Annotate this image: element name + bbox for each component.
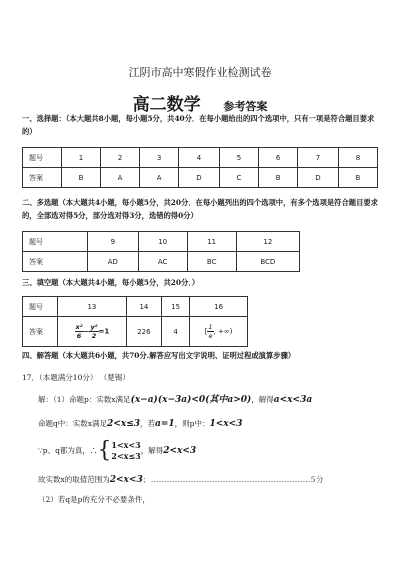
section2-heading [22,196,382,222]
row-label: 答案 [23,317,58,347]
section3-heading-text: 三、填空题（本大题共4小题，每小题5分，共20分．） [22,278,200,287]
numerator: x² [75,323,83,331]
math-expression: 1<x<3 [209,419,243,429]
fraction [75,323,84,340]
cell: AC [138,252,187,272]
text: ，若 [140,419,156,428]
section4-heading-text: 四、解答题（本大题共6小题，共70分.解答应写出文字说明、证明过程或演算步骤） [22,351,296,360]
numerator: 1 [208,323,213,331]
equals-one: =1 [98,327,110,336]
math-expression: a=1 [155,419,175,429]
inequality-system [111,440,140,462]
row-label: 答案 [23,168,62,188]
inequality: 1<x<3 [111,440,141,450]
math-expression: 2<x<3 [109,475,143,485]
answer-16-cell [190,317,248,347]
section3-heading [22,276,382,289]
section1-heading [22,112,382,138]
section2-table [22,231,300,272]
cell: A [140,168,179,188]
document-title: 江阴市高中寒假作业检测试卷 [128,66,272,79]
table-row [23,317,248,347]
cell: 7 [298,148,339,168]
cell: 8 [338,148,377,168]
cell: 13 [58,297,127,317]
cell: 1 [62,148,101,168]
section1-heading-text: 一、选择题：（本大题共8小题，每小题5分，共40分．在每小题给出的四个选项中，只有一项是符合题目要求的） [22,114,375,136]
table-row [23,232,300,252]
row-label: 答案 [23,252,88,272]
table-row [23,148,378,168]
cell: A [101,168,140,188]
q17-line2 [38,418,242,430]
minus-sign: − [83,327,90,336]
cell: 6 [259,148,298,168]
text: ，则p中： [174,419,210,428]
math-expression: 2<x<3 [163,446,197,456]
text: 解：（1）命题p：实数x满足 [38,395,131,404]
numerator: y² [90,323,98,331]
cell: D [298,168,339,188]
cell: BCD [236,252,299,272]
cell: 10 [138,232,187,252]
text: 故实数x的取值范围为 [38,475,110,484]
answer-label: 参考答案 [223,100,268,113]
q17-line3 [38,440,196,462]
math-expression: 2<x≤3 [107,419,141,429]
q17-line4 [38,474,324,486]
answer-13-cell [58,317,127,347]
cell: AD [88,252,139,272]
text: ∵p、q都为真，∴ [38,446,98,455]
section3-table [22,296,248,347]
cell: 4 [161,317,189,347]
cell: B [259,168,298,188]
table-row [23,168,378,188]
cell: 16 [190,297,248,317]
cell: 5 [219,148,258,168]
score-dots: ；……………………………………………………5分 [142,475,324,484]
cell: 15 [161,297,189,317]
interval-rest: , +∞) [213,327,233,336]
row-label: 题号 [23,148,62,168]
section4-heading [22,349,382,362]
q17-line5: （2）若q是p的充分不必要条件， [38,495,150,504]
text: ，解得 [140,446,164,455]
section1-table [22,147,378,188]
cell: 3 [140,148,179,168]
cell: 4 [179,148,220,168]
cell: B [338,168,377,188]
q17-header: 17．（本题满分10分） （楚锡） [22,373,130,382]
q17-line1 [38,394,312,406]
left-brace: { [97,438,112,463]
denominator: 6 [76,332,82,340]
cell: C [219,168,258,188]
main-title: 高二数学 [132,95,201,115]
table-row [23,252,300,272]
cell: B [62,168,101,188]
cell: 226 [126,317,161,347]
bracket: [ [204,327,208,336]
row-label: 题号 [23,297,58,317]
text: 命题q中：实数x满足 [38,419,108,428]
math-expression: a<x<3a [273,395,313,405]
text: ，解得 [251,395,274,404]
cell: D [179,168,220,188]
cell: 9 [88,232,139,252]
denominator: 2 [91,332,97,340]
table-row [23,297,248,317]
math-expression: (x−a)(x−3a)<0(其中a>0) [130,395,252,405]
fraction [89,323,98,340]
cell: 11 [187,232,236,252]
cell: BC [187,252,236,272]
section2-heading-text: 二、多选题（本大题共4小题，每小题5分，共20分．在每小题列出的四个选项中，有多个选项是符合题目要求的，全部选对得5分，部分选对得3分，选错的得0分） [22,198,378,220]
denominator: e [208,332,213,340]
inequality: 2<x≤3 [111,451,141,461]
cell: 12 [236,232,299,252]
cell: 2 [101,148,140,168]
row-label: 题号 [23,232,88,252]
cell: 14 [126,297,161,317]
